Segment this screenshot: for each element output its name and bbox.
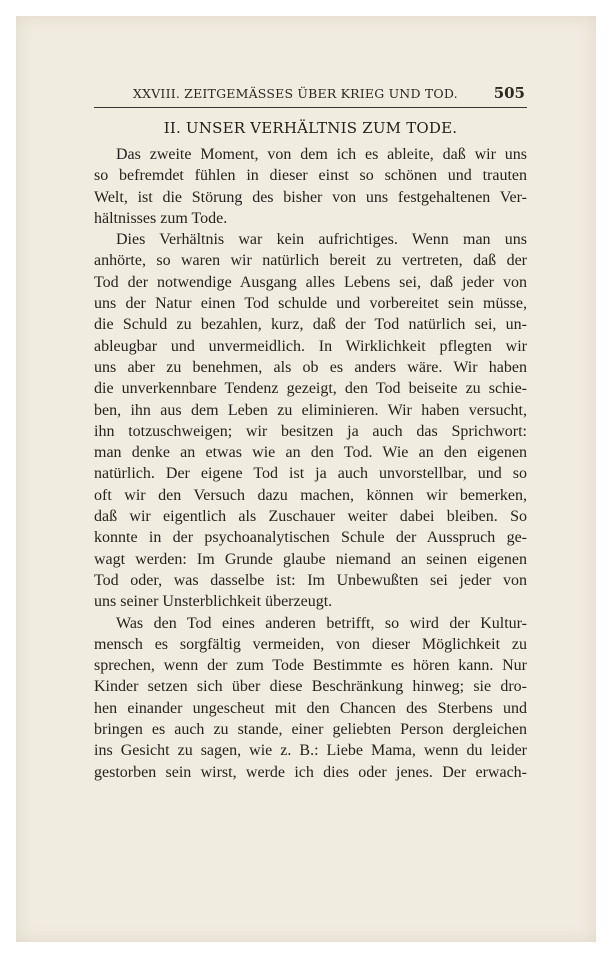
text-line: ben, ihn aus dem Leben zu eliminieren. Wir haben versucht,	[94, 401, 527, 419]
text-line: Tod der notwendige Ausgang alles Lebens sei, daß jeder von	[94, 273, 527, 291]
text-line: mensch es sorgfältig vermeiden, von dieser Möglichkeit zu	[94, 635, 527, 653]
text-line: die unverkennbare Tendenz gezeigt, den Tod beiseite zu schie-	[94, 380, 527, 398]
text-line: anhörte, so waren wir natürlich bereit zu vertreten, daß der	[94, 252, 527, 270]
text-line: Welt, ist die Störung des bisher von uns festgehaltenen Ver-	[94, 188, 527, 206]
text-line: ihn totzuschweigen; wir besitzen ja auch das Sprichwort:	[94, 422, 527, 440]
text-line: Dies Verhältnis war kein aufrichtiges. Wenn man uns	[116, 231, 527, 249]
text-line: oft wir den Versuch dazu machen, können wir bemerken,	[94, 486, 527, 504]
text-line: Das zweite Moment, von dem ich es ableite, daß wir uns	[116, 146, 527, 163]
text-line: sprechen, wenn der zum Tode Bestimmte es hören kann. Nur	[94, 657, 527, 675]
text-line: bringen es auch zu stande, einer geliebten Person dergleichen	[94, 721, 527, 739]
running-head	[133, 83, 525, 103]
text-line: uns aber zu benehmen, als ob es anders wäre. Wir haben	[94, 358, 527, 376]
section-title: II. UNSER VERHÄLTNIS ZUM TODE.	[163, 119, 458, 137]
text-line: uns seiner Unsterblichkeit überzeugt.	[94, 593, 333, 611]
text-line: man denke an etwas wie an den Tod. Wie an den eigenen	[94, 444, 527, 462]
header-rule	[94, 107, 527, 108]
text-line: Tod oder, was dasselbe ist: Im Unbewußten sei jeder von	[94, 571, 527, 589]
text-line: hältnisses zum Tode.	[94, 209, 228, 227]
text-line: daß wir eigentlich als Zuschauer weiter dabei bleiben. So	[94, 508, 527, 526]
book-page	[16, 16, 596, 942]
text-line: die Schuld zu bezahlen, kurz, daß der Tod natürlich sei, un-	[94, 316, 527, 334]
text-line: ins Gesicht zu sagen, wie z. B.: Liebe Mama, wenn du leider	[94, 742, 527, 760]
text-line: Was den Tod eines anderen betrifft, so wird der Kultur-	[116, 614, 527, 632]
text-line: ableugbar und unvermeidlich. In Wirklichkeit pflegten wir	[94, 337, 527, 355]
text-line: wagt werden: Im Grunde glaube niemand an seinen eigenen	[94, 550, 527, 568]
text-line: hen einander ungescheut mit den Chancen des Sterbens und	[94, 699, 527, 717]
page-number: 505	[493, 84, 525, 102]
text-line: so befremdet fühlen in dieser einst so schönen und trauten	[94, 167, 527, 185]
running-head-title: XXVIII. ZEITGEMÄSSES ÜBER KRIEG UND TOD.	[133, 86, 458, 101]
text-line: Kinder setzen sich über diese Beschränkung hinweg; sie dro-	[94, 678, 527, 696]
text-line: uns der Natur einen Tod schulde und vorbereitet sein müsse,	[94, 295, 527, 313]
text-line: gestorben sein wirst, werde ich dies oder jenes. Der erwach-	[94, 763, 527, 781]
body-text	[94, 144, 527, 783]
text-line: konnte in der psychoanalytischen Schule der Ausspruch ge-	[94, 529, 527, 547]
text-line: natürlich. Der eigene Tod ist ja auch unvorstellbar, und so	[94, 465, 527, 483]
